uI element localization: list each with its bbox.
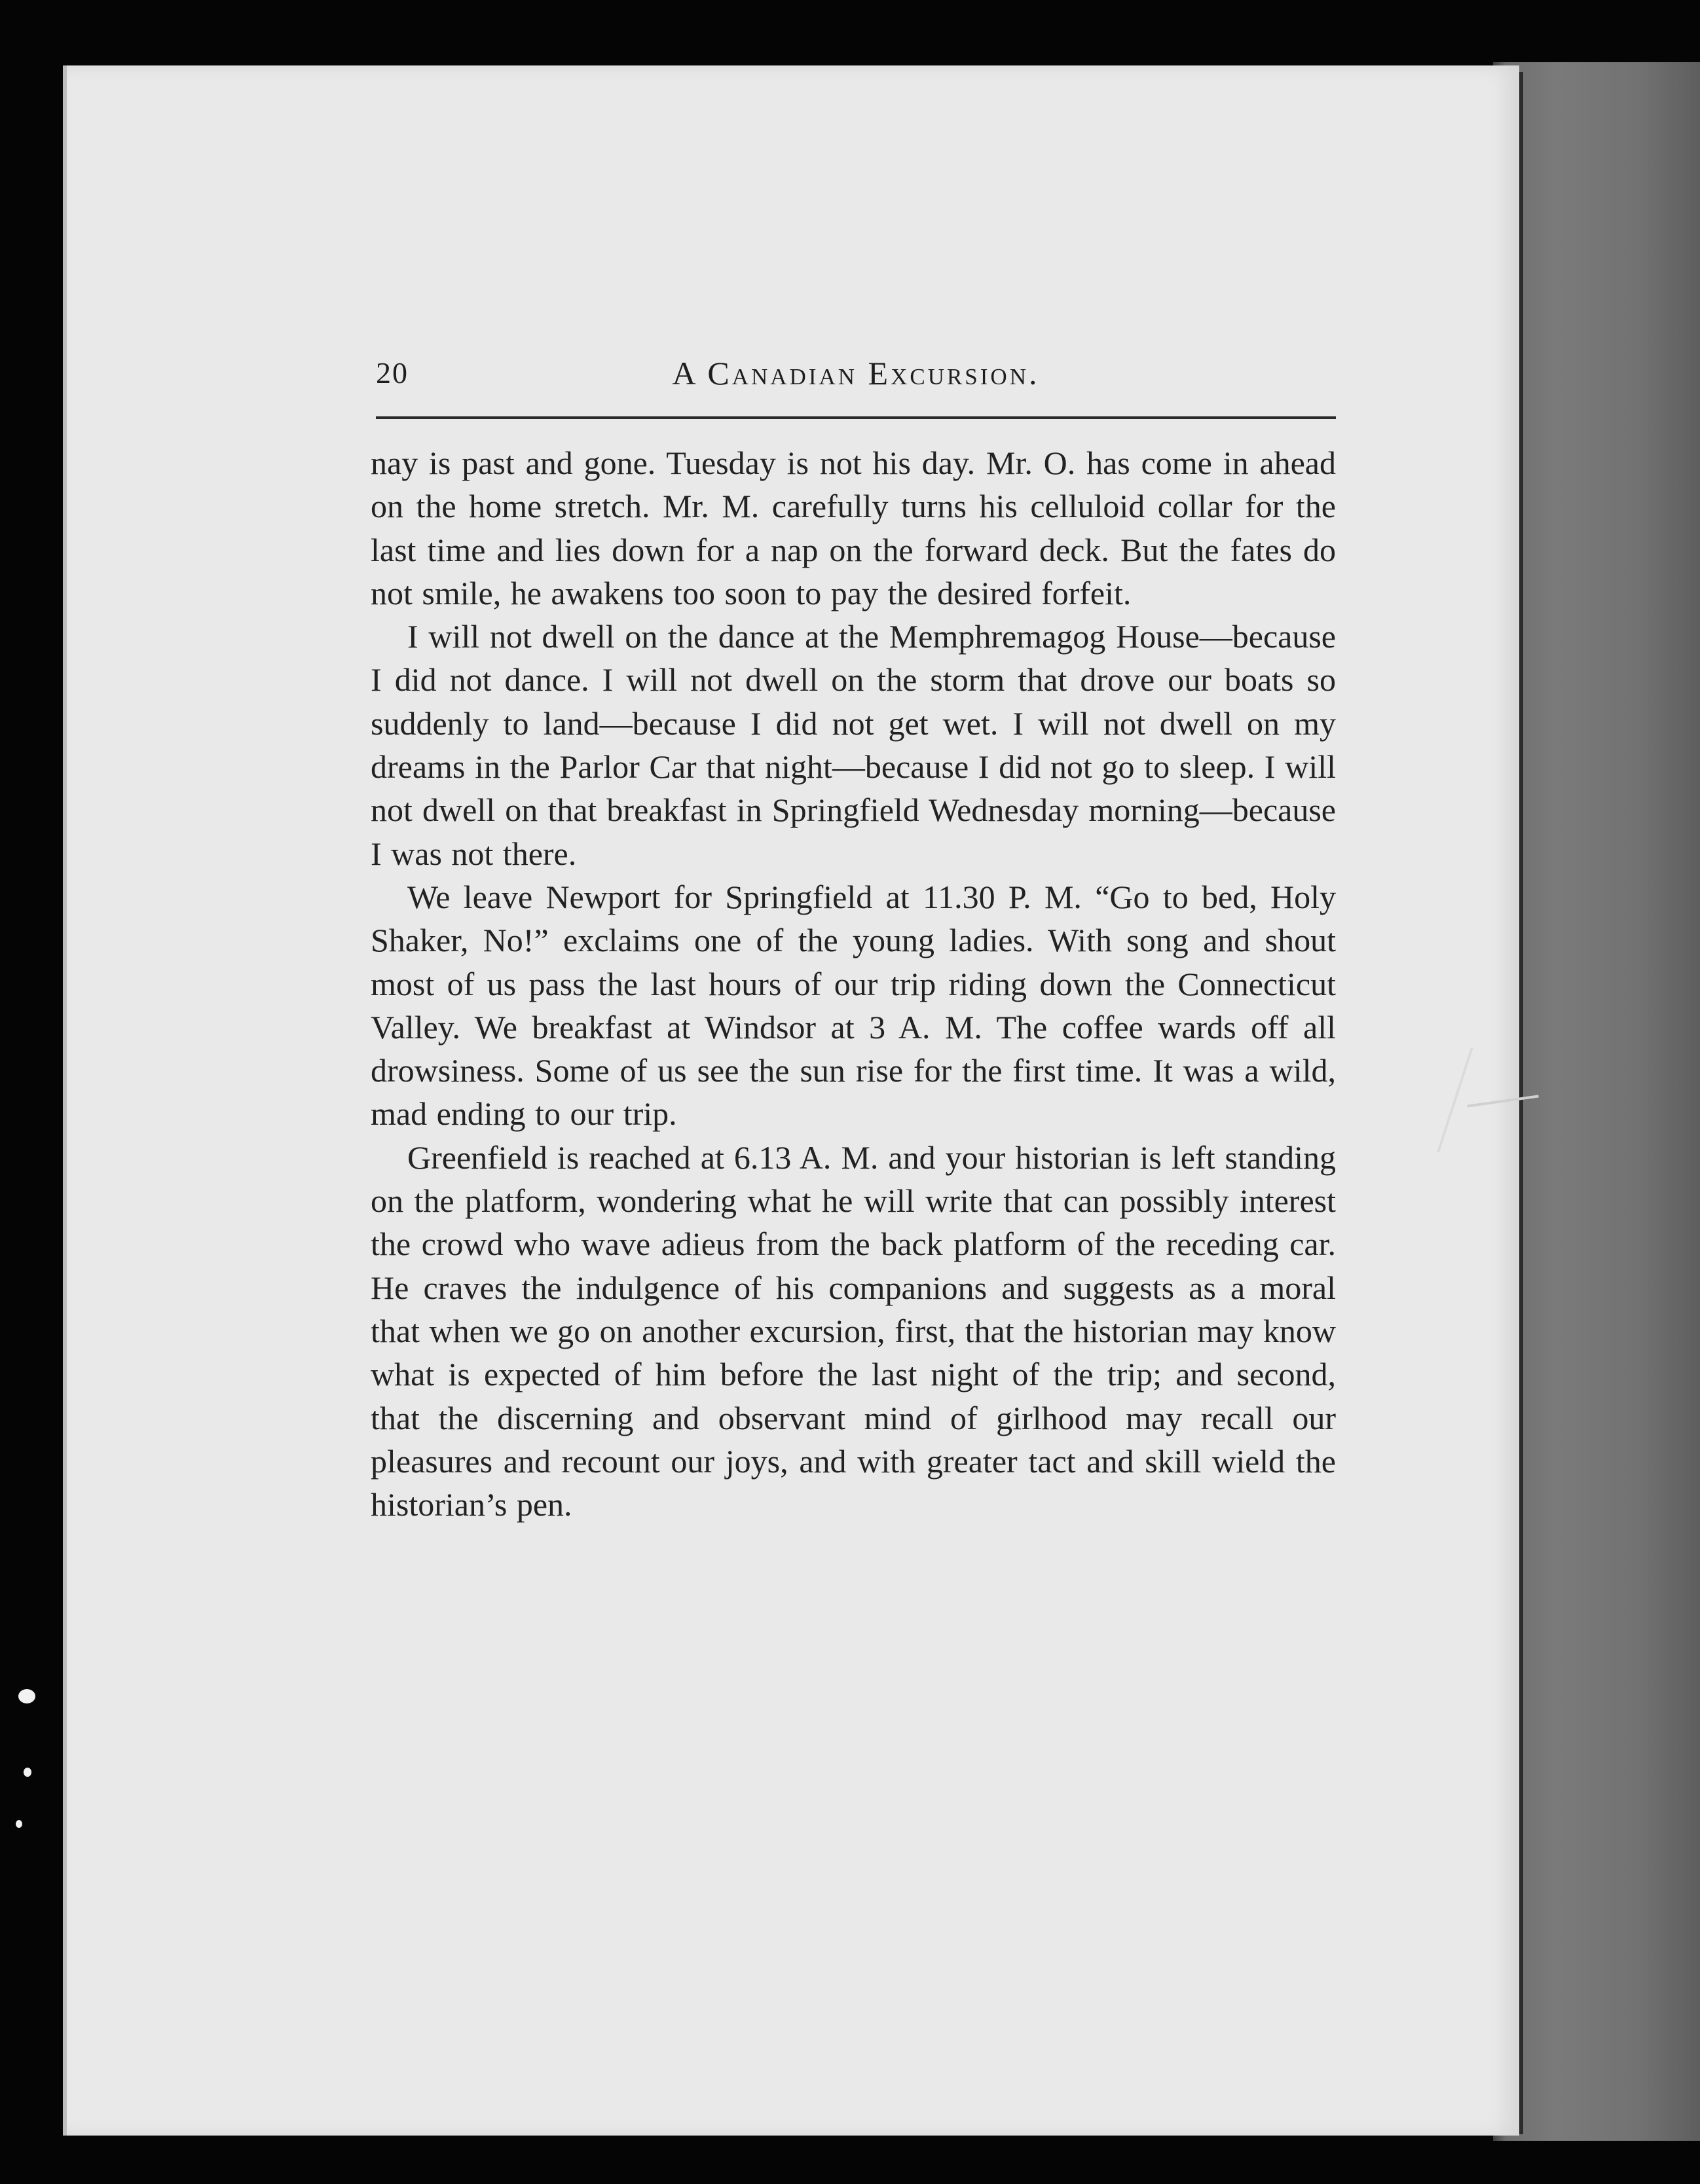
- body-text: [371, 441, 1336, 1526]
- running-title: A Canadian Excursion.: [672, 355, 1040, 391]
- scan-speck: [16, 1820, 22, 1828]
- running-header: [376, 354, 1336, 419]
- paragraph: We leave Newport for Springfield at 11.30 P. M. “Go to bed, Holy Shaker, No!” exclaims one of the young ladies. With song and shout most of us pass the last hours of our trip riding down the Connecticut Valley. We breakfast at Windsor at 3 A. M. The coffee wards off all drowsiness. Some of us see the sun rise for the first time. It was a wild, mad ending to our trip.: [371, 878, 1336, 1133]
- paragraph: Greenfield is reached at 6.13 A. M. and your historian is left standing on the platform, wondering what he will write that can possibly interest the crowd who wave adieus from the back platform of the receding car. He craves the indulgence of his companions and suggests as a moral that when we go on another excursion, first, that the historian may know what is expected of him before the last night of the trip; and second, that the discerning and observant mind of girlhood may recall our pleasures and recount our joys, and with greater tact and skill wield the historian’s pen.: [371, 1138, 1336, 1523]
- scan-speck: [24, 1768, 31, 1777]
- paragraph-continued: nay is past and gone. Tuesday is not his day. Mr. O. has come in ahead on the home stretch. Mr. M. carefully turns his celluloid collar for the last time and lies down for a nap on the forward deck. But the fates do not smile, he awakens too soon to pay the desired forfeit.: [371, 445, 1336, 611]
- paragraph: I will not dwell on the dance at the Memphremagog House—because I did not dance. I will not dwell on the storm that drove our boats so suddenly to land—because I did not get wet. I will not dwell on my dreams in the Parlor Car that night—because I did not go to sleep. I will not dwell on that breakfast in Springfield Wednesday morning—because I was not there.: [371, 618, 1336, 872]
- page-number: 20: [376, 356, 409, 390]
- scan-speck: [18, 1689, 35, 1703]
